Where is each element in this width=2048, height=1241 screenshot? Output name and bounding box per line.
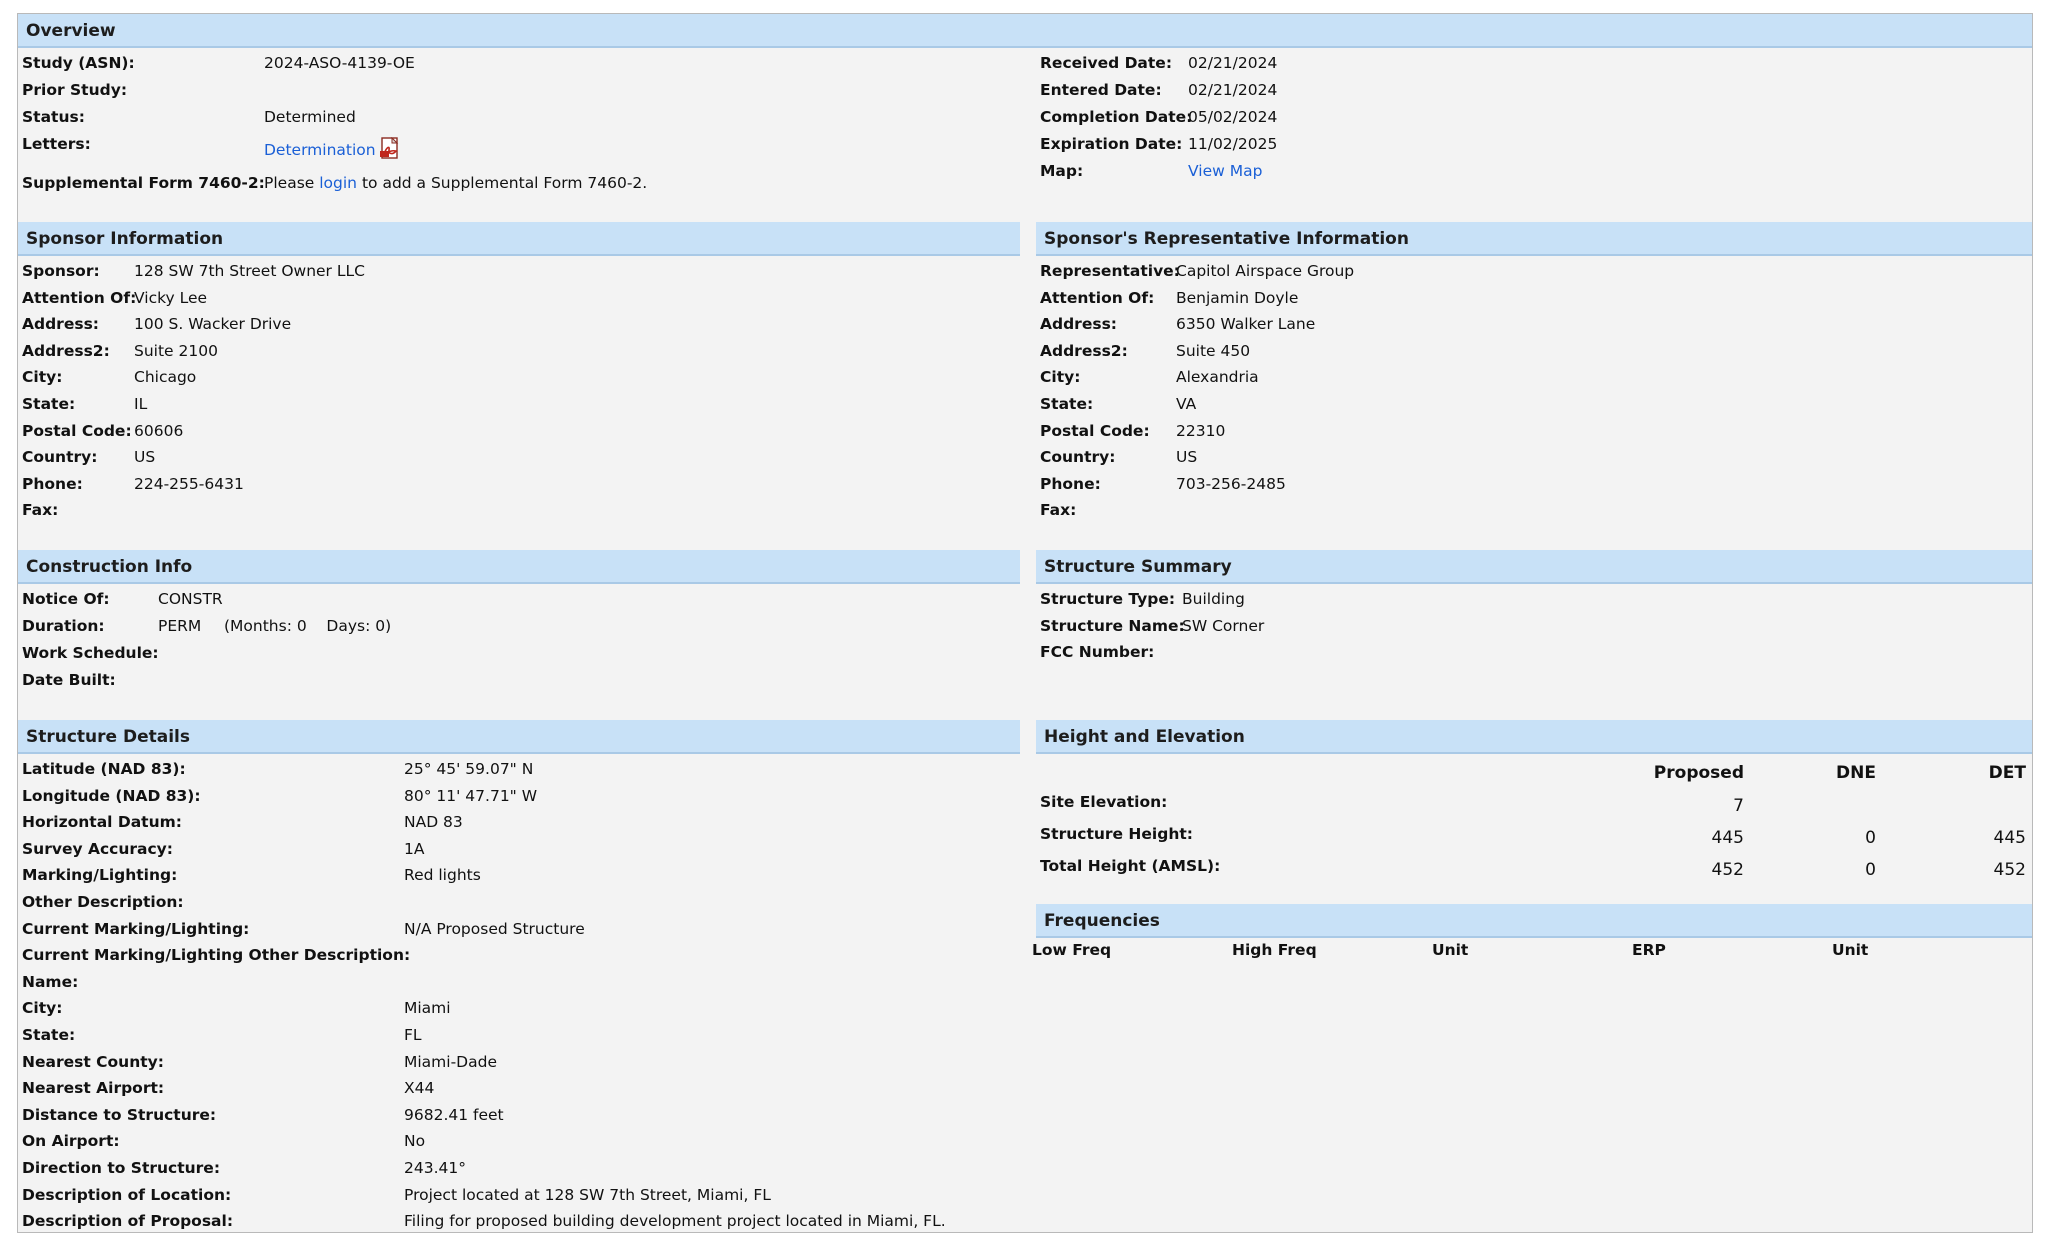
rep-field-value: US (1176, 448, 1198, 467)
summary-header: Structure Summary (1036, 550, 2032, 584)
sponsor-field-label: Fax: (22, 501, 59, 520)
details-field-value: Project located at 128 SW 7th Street, Miami, FL (404, 1185, 771, 1204)
details-field-label: Current Marking/Lighting Other Description: (22, 946, 411, 965)
sponsor-section (18, 222, 1020, 542)
rep-field-label: Postal Code: (1040, 421, 1150, 440)
details-field-value: NAD 83 (404, 813, 463, 832)
height-proposed-value: 452 (1711, 860, 1744, 880)
details-field-value: FL (404, 1026, 422, 1044)
height-row-label: Site Elevation: (1040, 793, 1168, 811)
details-field-label: Other Description: (22, 893, 184, 911)
height-dne-value: 0 (1865, 860, 1876, 880)
details-field-label: State: (22, 1026, 76, 1044)
rep-field-label: State: (1040, 395, 1094, 413)
details-field-label: Survey Accuracy: (22, 839, 173, 858)
details-field-label: Marking/Lighting: (22, 866, 178, 885)
sponsor-field-label: Phone: (22, 474, 83, 493)
rep-field-value: Benjamin Doyle (1176, 288, 1299, 307)
study-frame (17, 13, 2033, 1233)
rep-field-value: Suite 450 (1176, 341, 1251, 360)
rep-field-label: Country: (1040, 448, 1116, 467)
overview-section: Overview Study (ASN): 2024-ASO-4139-OE Prior Study: Status: Determined Letters: Determination Supplemental Form 7460-2: Please login to add a Supplemental Form 7460-2. Received Date: 02/21/2024 Entered Date: 02/21/2024 Completion Date: 05/02/2024 Expiration Date: 11/02/2025 Map: View Map (18, 14, 2032, 214)
sponsor-field-label: Country: (22, 448, 98, 467)
rep-field-value: 22310 (1176, 421, 1226, 440)
sponsor-field-label: Address: (22, 315, 99, 334)
details-field-label: Horizontal Datum: (22, 813, 182, 832)
sponsor-field-value: Vicky Lee (134, 288, 208, 307)
height-proposed-value: 445 (1711, 828, 1744, 848)
freq-col-unit-2: Unit (1832, 941, 1869, 959)
height-det-value: 445 (1993, 828, 2026, 848)
sponsor-field-value: 224-255-6431 (134, 474, 244, 493)
details-field-value: No (404, 1132, 426, 1151)
details-header: Structure Details (18, 720, 1020, 754)
summary-field-label: Structure Name: (1040, 616, 1185, 635)
sponsor-field-value: US (134, 448, 156, 467)
details-field-value: Filing for proposed building development project located in Miami, FL. (404, 1212, 946, 1231)
details-field-label: City: (22, 999, 63, 1018)
sponsor-field-value: 60606 (134, 421, 184, 440)
rep-field-label: Representative: (1040, 262, 1180, 280)
rep-field-value: Alexandria (1176, 368, 1259, 387)
sponsor-field-label: City: (22, 368, 63, 387)
determination-link[interactable]: Determination (264, 141, 376, 159)
sponsor-field-value: Suite 2100 (134, 341, 218, 360)
summary-field-value: SW Corner (1182, 616, 1265, 635)
representative-header: Sponsor's Representative Information (1036, 222, 2032, 256)
height-col-proposed: Proposed (1653, 763, 1744, 783)
details-field-label: Nearest Airport: (22, 1079, 165, 1098)
details-field-value: 25° 45' 59.07" N (404, 760, 534, 778)
height-col-dne: DNE (1836, 763, 1876, 783)
rep-field-label: Address: (1040, 315, 1117, 334)
login-link[interactable]: login (319, 174, 358, 192)
view-map-link[interactable]: View Map (1188, 162, 1263, 180)
sponsor-field-label: Attention Of: (22, 288, 137, 307)
details-field-label: Distance to Structure: (22, 1105, 217, 1124)
sponsor-field-label: State: (22, 395, 76, 413)
rep-field-label: Address2: (1040, 341, 1128, 360)
sponsor-header: Sponsor Information (18, 222, 1020, 256)
details-field-label: Description of Proposal: (22, 1212, 234, 1231)
representative-section (1036, 222, 2032, 542)
sponsor-field-value: Chicago (134, 368, 197, 387)
height-proposed-value: 7 (1733, 796, 1744, 816)
details-field-value: 9682.41 feet (404, 1105, 504, 1124)
details-field-value: Miami (404, 999, 451, 1018)
height-dne-value: 0 (1865, 828, 1876, 848)
sponsor-field-label: Postal Code: (22, 421, 132, 440)
summary-field-label: FCC Number: (1040, 643, 1155, 662)
details-field-label: Longitude (NAD 83): (22, 786, 201, 805)
details-field-label: Nearest County: (22, 1052, 164, 1071)
construction-section: Construction Info Notice Of: CONSTR Duration: PERM (Months: 0 Days: 0) Work Schedule: Date Built: (18, 550, 1020, 710)
sponsor-field-value: 128 SW 7th Street Owner LLC (134, 262, 365, 280)
height-det-value: 452 (1993, 860, 2026, 880)
details-field-label: Latitude (NAD 83): (22, 760, 186, 778)
pdf-icon[interactable] (379, 137, 401, 161)
details-field-value: Miami-Dade (404, 1052, 497, 1071)
height-row-label: Structure Height: (1040, 825, 1193, 843)
rep-field-value: 6350 Walker Lane (1176, 315, 1316, 334)
details-field-label: Name: (22, 972, 79, 991)
rep-field-label: Phone: (1040, 474, 1101, 493)
details-field-value: Red lights (404, 866, 481, 885)
freq-col-unit: Unit (1432, 941, 1469, 959)
rep-field-value: VA (1176, 395, 1197, 413)
details-field-label: Direction to Structure: (22, 1159, 221, 1177)
overview-header: Overview (18, 14, 2032, 48)
rep-field-label: City: (1040, 368, 1081, 387)
rep-field-label: Fax: (1040, 501, 1077, 520)
summary-field-label: Structure Type: (1040, 590, 1176, 608)
height-section (1036, 720, 2032, 890)
rep-field-value: Capitol Airspace Group (1176, 262, 1355, 280)
details-field-label: Description of Location: (22, 1185, 232, 1204)
frequencies-section (1032, 904, 2032, 984)
summary-field-value: Building (1182, 590, 1245, 608)
frequencies-header: Frequencies (1036, 904, 2032, 938)
rep-field-label: Attention Of: (1040, 288, 1155, 307)
details-field-value: 80° 11' 47.71" W (404, 786, 538, 805)
height-row-label: Total Height (AMSL): (1040, 857, 1221, 875)
details-section (18, 720, 1020, 1232)
sponsor-field-label: Address2: (22, 341, 110, 360)
summary-section (1036, 550, 2032, 710)
sponsor-field-value: IL (134, 395, 148, 413)
rep-field-value: 703-256-2485 (1176, 474, 1286, 493)
details-field-label: On Airport: (22, 1132, 120, 1151)
freq-col-erp: ERP (1632, 941, 1666, 959)
sponsor-field-label: Sponsor: (22, 262, 100, 280)
details-field-label: Current Marking/Lighting: (22, 919, 250, 938)
details-field-value: N/A Proposed Structure (404, 919, 585, 938)
freq-col-low: Low Freq (1032, 941, 1112, 959)
sponsor-field-value: 100 S. Wacker Drive (134, 315, 292, 334)
construction-header: Construction Info (18, 550, 1020, 584)
details-field-value: X44 (404, 1079, 435, 1098)
height-header: Height and Elevation (1036, 720, 2032, 754)
details-field-value: 1A (404, 839, 425, 858)
freq-col-high: High Freq (1232, 941, 1317, 959)
height-col-det: DET (1988, 763, 2026, 783)
details-field-value: 243.41° (404, 1159, 466, 1177)
